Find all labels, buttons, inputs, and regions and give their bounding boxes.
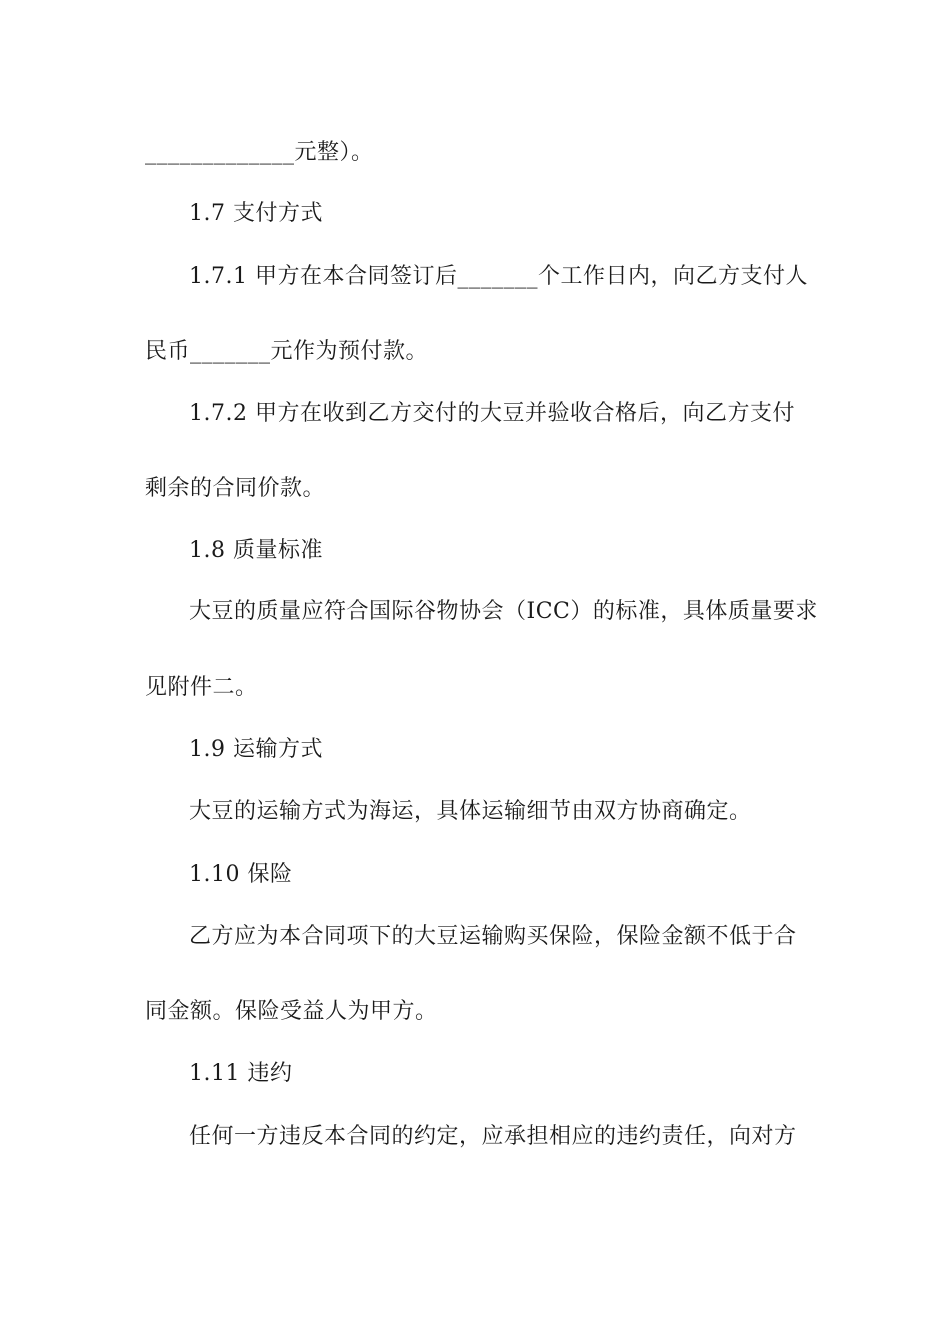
insurance-paragraph-line-1: 乙方应为本合同项下的大豆运输购买保险，保险金额不低于合 xyxy=(189,924,797,949)
clause-1-7-2-line-1: 1.7.2 甲方在收到乙方交付的大豆并验收合格后，向乙方支付 xyxy=(189,401,795,426)
clause-1-7-1-line-2: 民币_______元作为预付款。 xyxy=(145,339,429,364)
insurance-paragraph-line-2: 同金额。保险受益人为甲方。 xyxy=(145,999,438,1024)
section-heading-1-8: 1.8 质量标准 xyxy=(189,538,323,563)
quality-paragraph-line-1: 大豆的质量应符合国际谷物协会（ICC）的标准，具体质量要求 xyxy=(189,599,818,624)
section-heading-1-11: 1.11 违约 xyxy=(189,1061,293,1086)
section-heading-1-9: 1.9 运输方式 xyxy=(189,737,323,762)
transport-paragraph: 大豆的运输方式为海运，具体运输细节由双方协商确定。 xyxy=(189,799,752,824)
amount-line-end: _____________元整）。 xyxy=(145,140,374,165)
quality-paragraph-line-2: 见附件二。 xyxy=(145,675,258,700)
section-heading-1-7: 1.7 支付方式 xyxy=(189,201,323,226)
clause-1-7-2-line-2: 剩余的合同价款。 xyxy=(145,476,326,501)
breach-paragraph-line-1: 任何一方违反本合同的约定，应承担相应的违约责任，向对方 xyxy=(189,1124,797,1149)
clause-1-7-1-line-1: 1.7.1 甲方在本合同签订后_______个工作日内，向乙方支付人 xyxy=(189,264,808,289)
section-heading-1-10: 1.10 保险 xyxy=(189,862,293,887)
